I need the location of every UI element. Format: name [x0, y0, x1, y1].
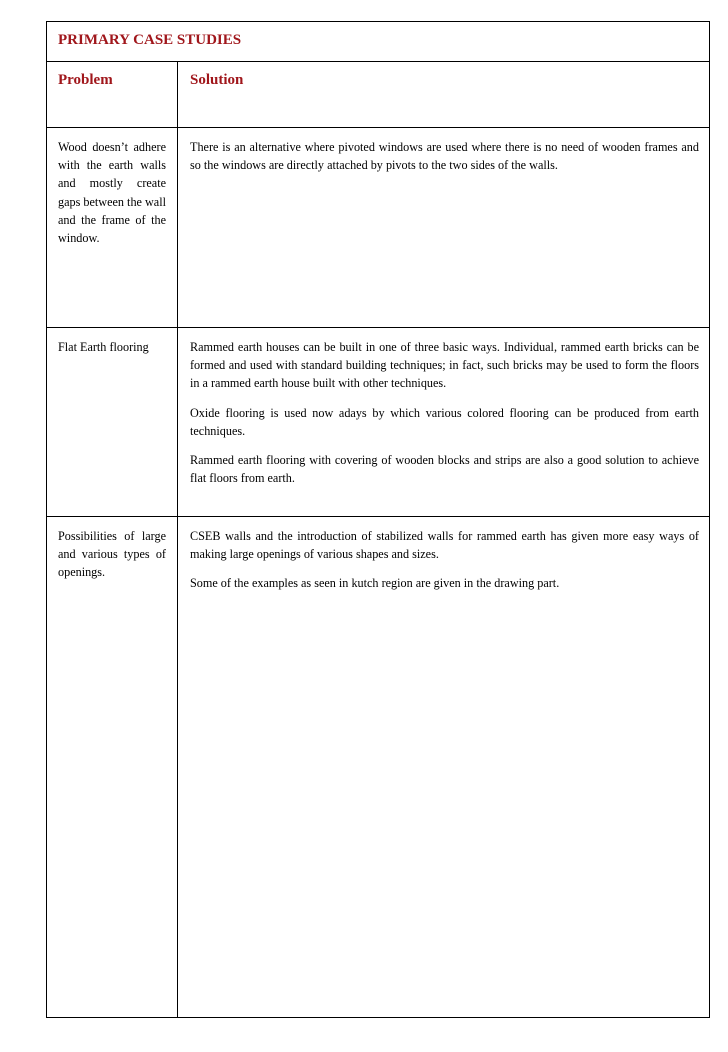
problem-cell	[47, 517, 178, 1017]
solution-paragraph: Some of the examples as seen in kutch region are given in the drawing part.	[190, 576, 560, 591]
solution-paragraph: Oxide flooring is used now adays by which various colored flooring can be produced from earth techniques.	[190, 405, 699, 438]
case-studies-table	[46, 21, 710, 1018]
solution-paragraph: Rammed earth houses can be built in one of three basic ways. Individual, rammed earth bricks can be formed and used with standard building techniques; in fact, such bricks may be used to form the floors in a rammed earth house built with other techniques.	[190, 340, 699, 391]
problem-cell	[47, 128, 178, 327]
header-solution-cell	[178, 62, 709, 127]
header-solution: Solution	[190, 72, 244, 88]
table-row	[47, 517, 709, 1017]
solution-paragraph: CSEB walls and the introduction of stabilized walls for rammed earth has given more easy ways of making large openings of various shapes and sizes.	[190, 529, 699, 562]
solution-paragraph: Rammed earth flooring with covering of wooden blocks and strips are also a good solution to achieve flat floors from earth.	[190, 453, 699, 486]
solution-cell	[178, 517, 709, 1017]
table-row	[47, 328, 709, 517]
solution-paragraph: There is an alternative where pivoted windows are used where there is no need of wooden frames and so the windows are directly attached by pivots to the two sides of the walls.	[190, 140, 699, 173]
header-problem: Problem	[58, 72, 113, 88]
header-problem-cell	[47, 62, 178, 127]
problem-text: Possibilities of large and various types of openings.	[58, 529, 166, 580]
problem-text: Flat Earth flooring	[58, 340, 149, 354]
table-row	[47, 128, 709, 328]
table-title: PRIMARY CASE STUDIES	[58, 32, 242, 48]
problem-cell	[47, 328, 178, 516]
table-title-row	[47, 22, 709, 62]
table-header-row	[47, 62, 709, 128]
solution-cell	[178, 128, 709, 327]
problem-text: Wood doesn’t adhere with the earth walls and mostly create gaps between the wall and the frame of the window.	[58, 140, 166, 246]
solution-cell	[178, 328, 709, 516]
